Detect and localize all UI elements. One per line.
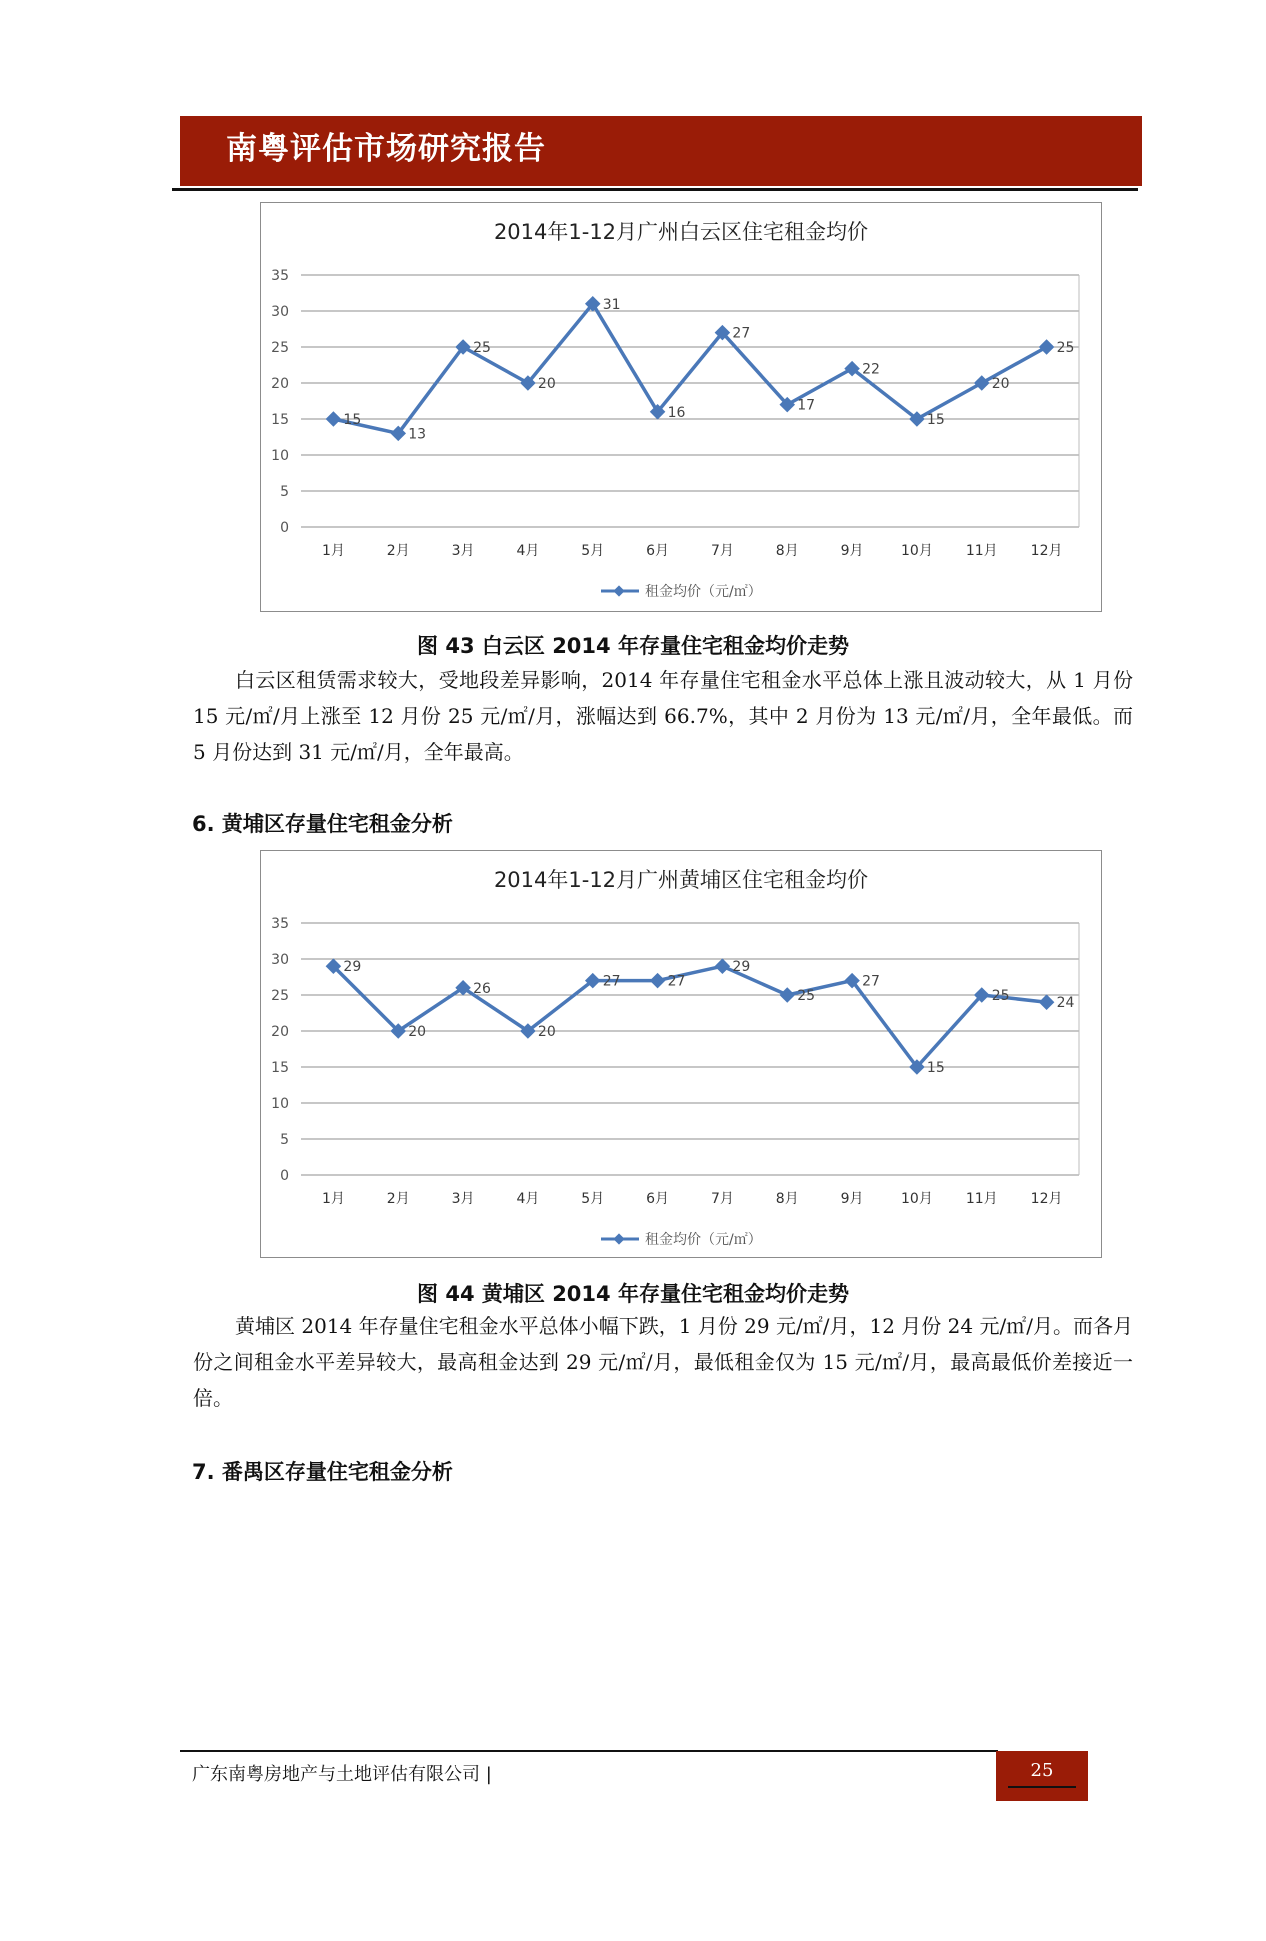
series-line <box>333 966 1046 1067</box>
y-tick-label: 20 <box>271 1024 289 1040</box>
data-label: 25 <box>991 988 1010 1004</box>
y-tick-label: 15 <box>271 412 289 428</box>
data-label: 16 <box>667 404 686 421</box>
y-tick-label: 25 <box>271 340 289 356</box>
legend-marker <box>613 585 624 596</box>
y-tick-label: 30 <box>271 952 289 968</box>
paragraph-huangpu: 黄埔区 2014 年存量住宅租金水平总体小幅下跌，1 月份 29 元/㎡/月，12 月份 24 元/㎡/月。而各月份之间租金水平差异较大，最高租金达到 29 元/㎡/月，最低租金仅为 15 元/㎡/月，最高最低价差接近一倍。 <box>193 1314 1133 1410</box>
y-tick-label: 30 <box>271 304 289 320</box>
y-tick-label: 0 <box>280 1168 289 1184</box>
x-tick-label: 3月 <box>451 543 475 559</box>
y-tick-label: 5 <box>280 1132 289 1148</box>
x-tick-label: 1月 <box>321 543 345 559</box>
x-tick-label: 10月 <box>901 543 933 559</box>
chart-title: 2014年1-12月广州白云区住宅租金均价 <box>493 220 869 244</box>
data-label: 20 <box>537 376 556 392</box>
x-tick-label: 4月 <box>516 543 540 559</box>
x-tick-label: 6月 <box>646 543 670 559</box>
x-tick-label: 10月 <box>901 1191 933 1207</box>
x-tick-label: 7月 <box>710 1191 734 1207</box>
section-heading-huangpu: 6. 黄埔区存量住宅租金分析 <box>192 812 453 836</box>
x-tick-label: 5月 <box>581 543 605 559</box>
figure-caption-44: 图 44 黄埔区 2014 年存量住宅租金均价走势 <box>417 1282 849 1306</box>
chart-baiyun <box>260 202 1102 612</box>
x-tick-label: 8月 <box>775 543 799 559</box>
footer-company: 广东南粤房地产与土地评估有限公司 | <box>192 1764 492 1785</box>
x-tick-label: 4月 <box>516 1191 540 1207</box>
data-label: 27 <box>732 325 751 342</box>
data-label: 27 <box>862 973 880 990</box>
figure-caption-43: 图 43 白云区 2014 年存量住宅租金均价走势 <box>417 634 849 658</box>
data-label: 13 <box>408 426 427 443</box>
data-label: 20 <box>991 376 1010 392</box>
x-tick-label: 2月 <box>386 543 410 559</box>
x-tick-label: 6月 <box>646 1191 670 1207</box>
y-tick-label: 35 <box>271 916 289 932</box>
y-tick-label: 25 <box>271 988 289 1004</box>
y-tick-label: 20 <box>271 376 289 392</box>
x-tick-label: 3月 <box>451 1191 475 1207</box>
data-label: 27 <box>602 973 621 990</box>
footer-divider <box>180 1750 998 1752</box>
data-label: 31 <box>602 296 621 313</box>
data-label: 29 <box>343 959 362 976</box>
legend-marker <box>613 1233 624 1244</box>
data-point <box>650 973 666 989</box>
data-label: 22 <box>862 361 880 378</box>
x-tick-label: 5月 <box>581 1191 605 1207</box>
data-label: 15 <box>926 412 945 428</box>
header-divider <box>172 188 1138 191</box>
y-tick-label: 10 <box>271 1096 289 1112</box>
chart-baiyun-svg <box>261 203 1101 611</box>
data-label: 27 <box>667 973 686 990</box>
x-tick-label: 8月 <box>775 1191 799 1207</box>
data-label: 24 <box>1056 995 1075 1012</box>
legend-label: 租金均价（元/㎡） <box>645 584 762 600</box>
y-tick-label: 0 <box>280 520 289 536</box>
y-tick-label: 35 <box>271 268 289 284</box>
chart-title: 2014年1-12月广州黄埔区住宅租金均价 <box>493 868 869 892</box>
data-label: 25 <box>797 988 816 1004</box>
data-point <box>1039 339 1055 355</box>
y-tick-label: 15 <box>271 1060 289 1076</box>
y-tick-label: 10 <box>271 448 289 464</box>
data-label: 15 <box>343 412 362 428</box>
data-label: 25 <box>1056 340 1075 356</box>
data-label: 25 <box>473 340 491 356</box>
x-tick-label: 12月 <box>1030 1191 1063 1207</box>
x-tick-label: 9月 <box>840 543 864 559</box>
x-tick-label: 11月 <box>965 1191 998 1207</box>
data-point <box>974 375 990 391</box>
data-point <box>326 411 342 427</box>
data-label: 26 <box>473 980 491 997</box>
y-tick-label: 5 <box>280 484 289 500</box>
chart-huangpu <box>260 850 1102 1258</box>
data-label: 29 <box>732 959 751 976</box>
x-tick-label: 12月 <box>1030 543 1063 559</box>
data-label: 20 <box>408 1024 427 1040</box>
data-point <box>1039 994 1055 1010</box>
report-title: 南粤评估市场研究报告 <box>226 131 546 167</box>
legend-label: 租金均价（元/㎡） <box>645 1232 762 1248</box>
data-label: 17 <box>797 397 816 414</box>
data-point <box>779 987 795 1003</box>
x-tick-label: 2月 <box>386 1191 410 1207</box>
data-point <box>715 958 731 974</box>
page-number-underline <box>1008 1786 1076 1788</box>
page-number: 25 <box>1030 1760 1054 1781</box>
chart-huangpu-svg <box>261 851 1101 1257</box>
x-tick-label: 1月 <box>321 1191 345 1207</box>
x-tick-label: 9月 <box>840 1191 864 1207</box>
data-label: 15 <box>926 1060 945 1076</box>
paragraph-baiyun: 白云区租赁需求较大，受地段差异影响，2014 年存量住宅租金水平总体上涨且波动较大，从 1 月份 15 元/㎡/月上涨至 12 月份 25 元/㎡/月，涨幅达到 66.7%，其中 2 月份为 13 元/㎡/月，全年最低。而 5 月份达到 31 元/㎡/月，全年最高。 <box>193 668 1133 764</box>
x-tick-label: 7月 <box>710 543 734 559</box>
section-heading-panyu: 7. 番禺区存量住宅租金分析 <box>192 1460 453 1484</box>
x-tick-label: 11月 <box>965 543 998 559</box>
data-label: 20 <box>537 1024 556 1040</box>
